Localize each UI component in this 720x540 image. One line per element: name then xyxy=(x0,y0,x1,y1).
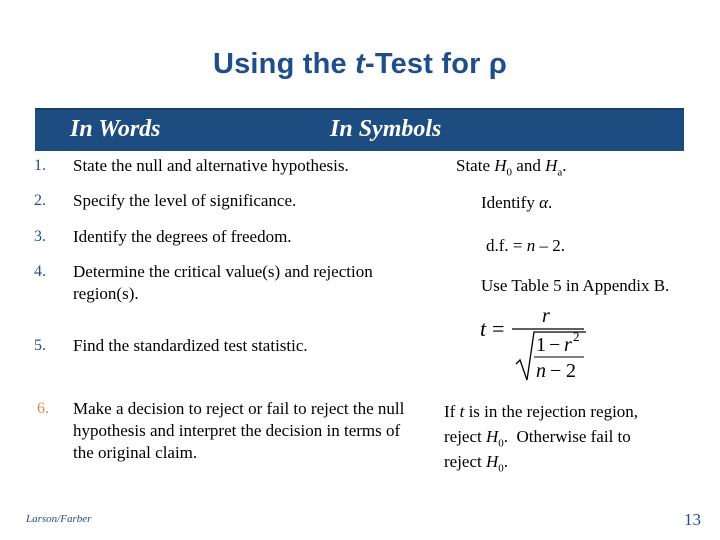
step-6-text: Make a decision to reject or fail to reject the null hypothesis and interpret the decision in terms of the original claim. xyxy=(73,399,405,462)
symbol-decision-line-1: If t is in the rejection region, xyxy=(444,402,639,421)
step-4-text: Determine the critical value(s) and rejection region(s). xyxy=(73,262,373,303)
footer-author: Larson/Farber xyxy=(26,513,92,525)
symbol-identify-alpha: Identify α. xyxy=(481,193,553,212)
step-2-number: 2. xyxy=(34,192,46,209)
svg-text:r: r xyxy=(542,306,550,327)
page-number: 13 xyxy=(684,510,701,529)
symbol-degrees-of-freedom: d.f. = n – 2. xyxy=(486,236,565,255)
symbol-state-hypotheses: State $H_0$ and $H_a$. xyxy=(456,156,567,179)
svg-text:2: 2 xyxy=(566,360,576,382)
header-in-words: In Words xyxy=(70,116,161,142)
step-5-number: 5. xyxy=(34,337,46,354)
step-5-text: Find the standardized test statistic. xyxy=(73,336,308,355)
title-suffix: -Test for ρ xyxy=(364,48,508,80)
title-t: t xyxy=(355,48,365,80)
svg-text:−: − xyxy=(550,360,562,382)
header-in-symbols: In Symbols xyxy=(330,116,442,142)
step-1-text: State the null and alternative hypothesis. xyxy=(73,156,349,175)
t-statistic-formula xyxy=(478,306,598,384)
step-1-number: 1. xyxy=(34,157,46,174)
step-3-text: Identify the degrees of freedom. xyxy=(73,227,292,246)
svg-text:t: t xyxy=(480,316,487,341)
slide-title xyxy=(0,48,720,81)
symbol-use-table: Use Table 5 in Appendix B. xyxy=(481,276,670,295)
symbol-decision-line-2: reject $H_0$. Otherwise fail to xyxy=(444,427,631,450)
title-prefix: Using the xyxy=(212,48,356,80)
symbol-decision-line-3: reject $H_0$. xyxy=(444,452,509,475)
step-2-text: Specify the level of significance. xyxy=(73,191,297,210)
svg-text:2: 2 xyxy=(573,329,580,344)
step-6-number: 6. xyxy=(37,400,49,417)
header-band xyxy=(35,108,684,151)
svg-text:n: n xyxy=(536,360,546,382)
step-4-number: 4. xyxy=(34,263,46,280)
svg-text:−: − xyxy=(549,334,561,356)
step-3-number: 3. xyxy=(34,228,46,245)
svg-text:1: 1 xyxy=(536,334,546,356)
svg-text:=: = xyxy=(492,316,505,341)
svg-text:r: r xyxy=(564,334,572,356)
